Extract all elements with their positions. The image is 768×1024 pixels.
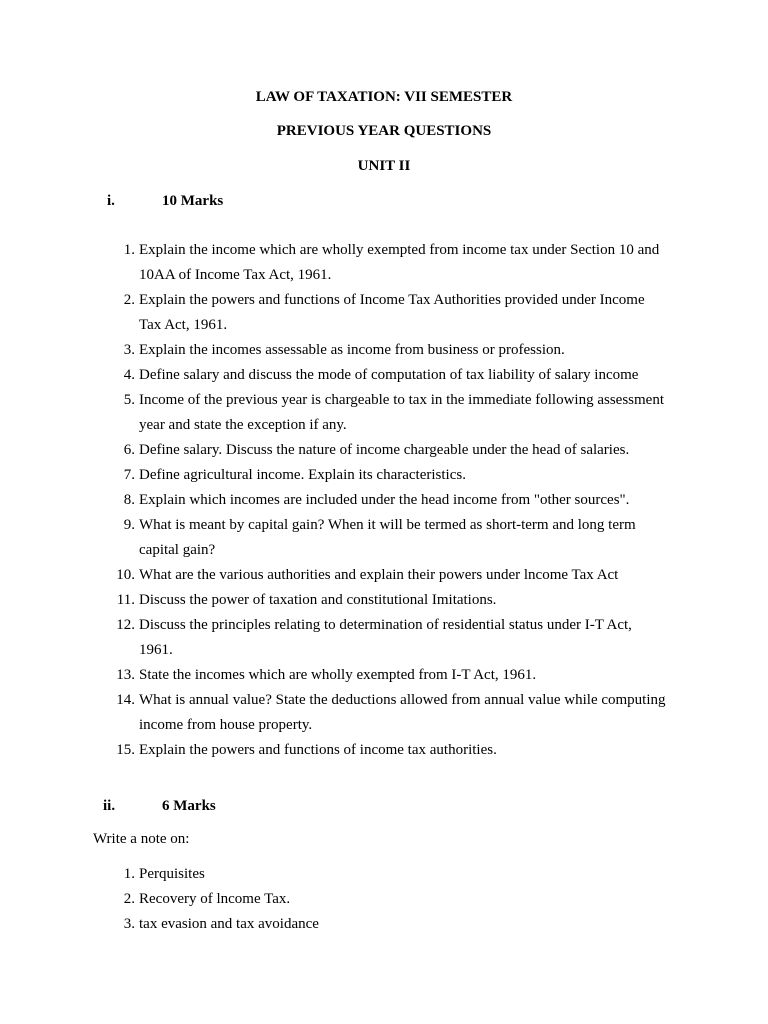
item-text: Define salary. Discuss the nature of income chargeable under the head of salaries. [139, 442, 630, 458]
item-text: Explain which incomes are included under the head income from "other sources". [139, 492, 630, 508]
list-item [0, 363, 669, 388]
section-number: ii. [103, 798, 116, 814]
item-number: 13. [116, 667, 135, 683]
item-text: Income of the previous year is chargeable to tax in the immediate following assessment year and state the exception if any. [139, 392, 664, 433]
list-item [0, 388, 669, 438]
six-mark-item-list [0, 862, 768, 937]
item-text: What are the various authorities and explain their powers under lncome Tax Act [139, 567, 619, 583]
list-item [0, 463, 669, 488]
item-text: Perquisites [139, 866, 205, 882]
list-item [0, 513, 669, 563]
list-item [0, 563, 669, 588]
item-text: tax evasion and tax avoidance [139, 916, 319, 932]
list-item [0, 588, 669, 613]
section-number: i. [107, 193, 115, 209]
item-number: 3. [123, 916, 135, 932]
item-text: State the incomes which are wholly exempted from I-T Act, 1961. [139, 667, 537, 683]
item-text: Explain the incomes assessable as income from business or profession. [139, 342, 565, 358]
item-number: 7. [123, 467, 135, 483]
section-title: 6 Marks [162, 798, 216, 814]
item-text: Define salary and discuss the mode of computation of tax liability of salary income [139, 367, 639, 383]
list-item [0, 862, 669, 887]
item-number: 6. [123, 442, 135, 458]
item-text: Discuss the principles relating to determination of residential status under I-T Act, 1961. [139, 617, 632, 658]
item-number: 12. [116, 617, 135, 633]
item-text: Recovery of lncome Tax. [139, 891, 291, 907]
unit-heading: UNIT II [357, 158, 411, 174]
document-title: LAW OF TAXATION: VII SEMESTER [255, 89, 513, 105]
item-text: Define agricultural income. Explain its characteristics. [139, 467, 466, 483]
item-number: 15. [116, 742, 135, 758]
item-number: 4. [123, 367, 135, 383]
item-text: Explain the powers and functions of Income Tax Authorities provided under Income Tax Act, 1961. [139, 292, 645, 333]
item-number: 2. [123, 292, 135, 308]
item-text: What is meant by capital gain? When it will be termed as short-term and long term capital gain? [139, 517, 636, 558]
item-number: 2. [123, 891, 135, 907]
item-text: Discuss the power of taxation and constitutional Imitations. [139, 592, 497, 608]
item-number: 5. [123, 392, 135, 408]
item-text: Explain the income which are wholly exempted from income tax under Section 10 and 10AA of Income Tax Act, 1961. [139, 242, 660, 283]
list-item [0, 912, 669, 937]
item-number: 11. [116, 592, 135, 608]
list-item [0, 488, 669, 513]
item-number: 1. [123, 242, 135, 258]
list-item [0, 613, 669, 663]
item-number: 9. [123, 517, 135, 533]
ten-mark-question-list [0, 238, 768, 763]
document-subtitle: PREVIOUS YEAR QUESTIONS [276, 123, 492, 139]
note-instruction: Write a note on: [93, 831, 190, 847]
list-item [0, 288, 669, 338]
list-item [0, 738, 669, 763]
list-item [0, 663, 669, 688]
item-number: 1. [123, 866, 135, 882]
item-number: 3. [123, 342, 135, 358]
section-title: 10 Marks [162, 193, 224, 209]
list-item [0, 688, 669, 738]
item-text: What is annual value? State the deductions allowed from annual value while computing income from house property. [139, 692, 666, 733]
list-item [0, 438, 669, 463]
item-number: 8. [123, 492, 135, 508]
list-item [0, 238, 669, 288]
list-item [0, 338, 669, 363]
item-number: 14. [116, 692, 135, 708]
item-text: Explain the powers and functions of income tax authorities. [139, 742, 497, 758]
list-item [0, 887, 669, 912]
item-number: 10. [116, 567, 135, 583]
